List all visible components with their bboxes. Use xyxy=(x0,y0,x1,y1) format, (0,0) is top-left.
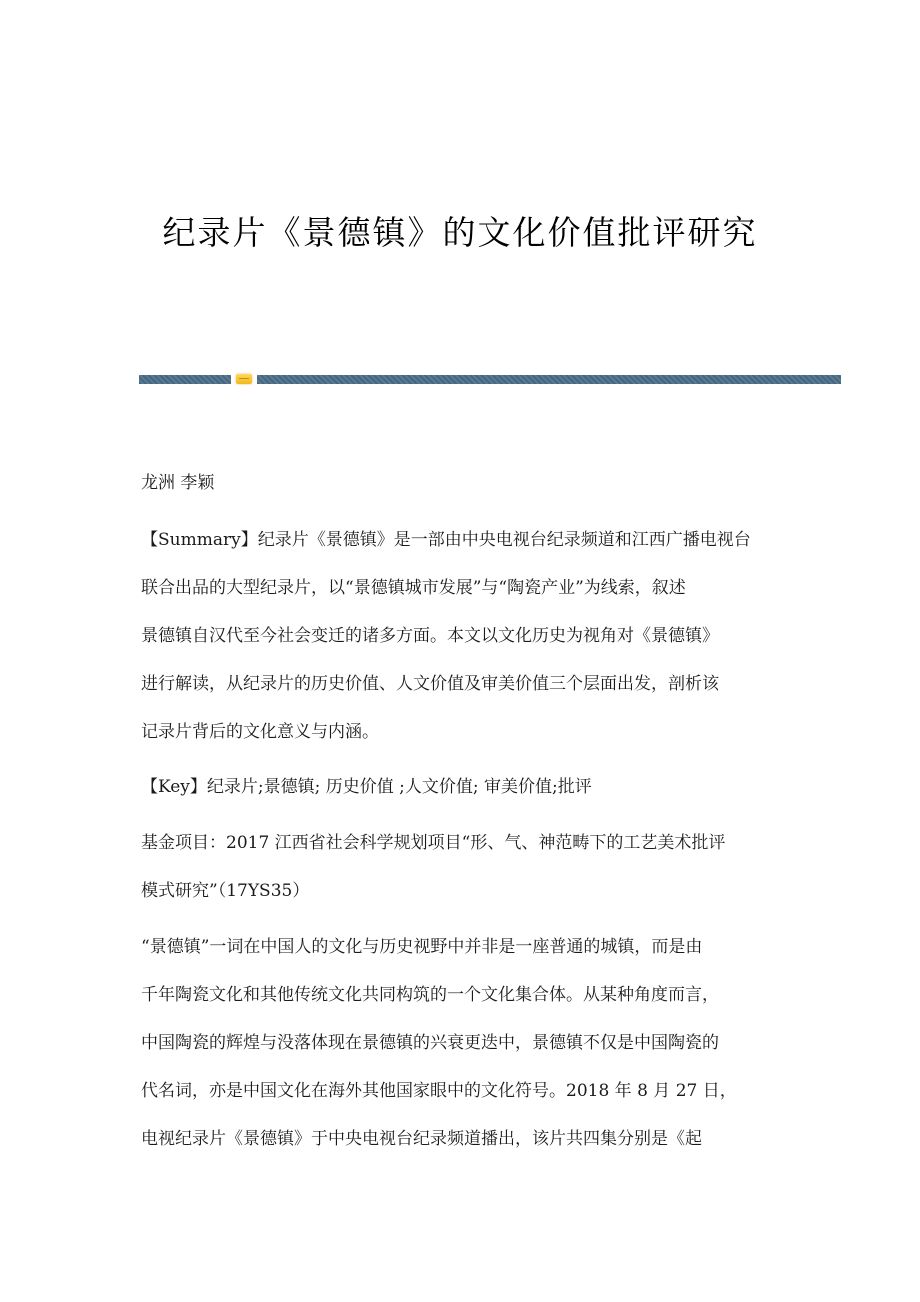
divider-bar-right xyxy=(257,375,841,384)
body-line: 电视纪录片《景德镇》于中央电视台纪录频道播出，该片共四集分别是《起 xyxy=(141,1129,702,1149)
body-line: 中国陶瓷的辉煌与没落体现在景德镇的兴衰更迭中，景德镇不仅是中国陶瓷的 xyxy=(141,1033,719,1053)
document-title: 纪录片《景德镇》的文化价值批评研究 xyxy=(162,213,758,252)
body-line: “景德镇”一词在中国人的文化与历史视野中并非是一座普通的城镇，而是由 xyxy=(141,937,703,957)
body-paragraph xyxy=(141,923,781,1163)
keywords-line: 【Key】纪录片;景德镇; 历史价值 ;人文价值; 审美价值;批评 xyxy=(141,777,592,797)
summary-line: 景德镇自汉代至今社会变迁的诸多方面。本文以文化历史为视角对《景德镇》 xyxy=(141,626,719,646)
title-divider xyxy=(139,375,841,384)
summary-line: 记录片背后的文化意义与内涵。 xyxy=(141,722,379,742)
fund-paragraph xyxy=(141,819,781,915)
divider-bar-left xyxy=(139,375,231,384)
gold-ornament-icon xyxy=(236,374,252,384)
authors xyxy=(141,459,781,507)
summary-paragraph xyxy=(141,516,781,756)
author-names: 龙洲 李颖 xyxy=(141,473,215,493)
body-line: 代名词，亦是中国文化在海外其他国家眼中的文化符号。2018 年 8 月 27 日， xyxy=(141,1081,737,1101)
body-line: 千年陶瓷文化和其他传统文化共同构筑的一个文化集合体。从某种角度而言， xyxy=(141,985,719,1005)
summary-line: 联合出品的大型纪录片，以“景德镇城市发展”与“陶瓷产业”为线索，叙述 xyxy=(141,578,686,598)
fund-line: 基金项目：2017 江西省社会科学规划项目“形、气、神范畴下的工艺美术批评 xyxy=(141,833,726,853)
summary-line: 进行解读，从纪录片的历史价值、人文价值及审美价值三个层面出发，剖析该 xyxy=(141,674,719,694)
keywords-paragraph xyxy=(141,763,781,811)
fund-line: 模式研究”（17YS35） xyxy=(141,881,310,901)
summary-line: 【Summary】纪录片《景德镇》是一部由中央电视台纪录频道和江西广播电视台 xyxy=(141,530,751,550)
